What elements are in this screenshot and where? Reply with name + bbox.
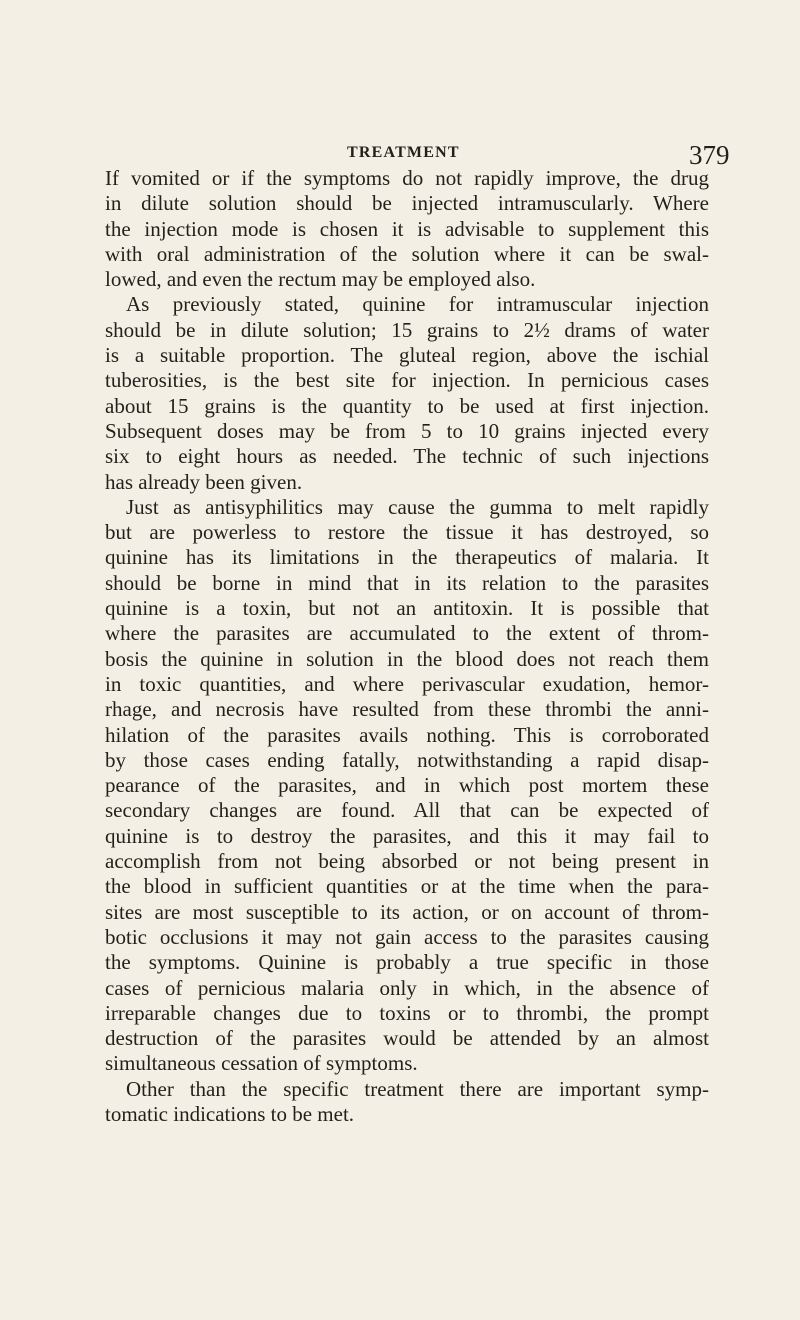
text-line: is a suitable proportion. The gluteal region, above the ischial: [105, 343, 709, 368]
text-line: Subsequent doses may be from 5 to 10 grains injected every: [105, 418, 709, 443]
body-text: [105, 166, 709, 1127]
text-line: rhage, and necrosis have resulted from these thrombi the anni-: [105, 697, 709, 722]
text-line: six to eight hours as needed. The technic of such injections: [105, 444, 709, 469]
text-line: As previously stated, quinine for intramuscular injection: [126, 292, 709, 317]
text-line: cases of pernicious malaria only in which, in the absence of: [105, 975, 709, 1000]
text-line: has already been given.: [105, 469, 303, 494]
text-line: hilation of the parasites avails nothing. This is corroborated: [105, 722, 709, 747]
text-line: simultaneous cessation of symptoms.: [105, 1051, 418, 1076]
text-line: tomatic indications to be met.: [105, 1101, 355, 1126]
text-line: quinine is to destroy the parasites, and this it may fail to: [105, 823, 709, 848]
text-line: bosis the quinine in solution in the blood does not reach them: [105, 646, 709, 671]
text-line: in toxic quantities, and where perivascular exudation, hemor-: [105, 671, 709, 696]
text-line: If vomited or if the symptoms do not rapidly improve, the drug: [105, 166, 709, 190]
text-line: irreparable changes due to toxins or to thrombi, the prompt: [105, 1000, 709, 1025]
text-line: secondary changes are found. All that can be expected of: [105, 798, 709, 823]
text-line: by those cases ending fatally, notwithstanding a rapid disap-: [105, 747, 709, 772]
text-line: Other than the specific treatment there are important symp-: [126, 1076, 709, 1101]
text-line: in dilute solution should be injected intramuscularly. Where: [105, 191, 709, 216]
text-line: the symptoms. Quinine is probably a true specific in those: [105, 950, 709, 975]
text-line: lowed, and even the rectum may be employed also.: [105, 267, 536, 292]
text-line: quinine has its limitations in the therapeutics of malaria. It: [105, 545, 709, 570]
text-line: should be in dilute solution; 15 grains to 2½ drams of water: [105, 317, 709, 342]
text-line: pearance of the parasites, and in which post mortem these: [105, 773, 709, 798]
text-line: accomplish from not being absorbed or not being present in: [105, 849, 709, 874]
text-line: tuberosities, is the best site for injection. In pernicious cases: [105, 368, 709, 393]
text-line: Just as antisyphilitics may cause the gumma to melt rapidly: [126, 494, 709, 519]
text-line: destruction of the parasites would be attended by an almost: [105, 1026, 709, 1051]
running-head: TREATMENT: [347, 144, 460, 161]
text-line: but are powerless to restore the tissue it has destroyed, so: [105, 520, 709, 545]
text-line: about 15 grains is the quantity to be used at first injection.: [105, 393, 709, 418]
text-line: where the parasites are accumulated to the extent of throm-: [105, 621, 709, 646]
text-line: sites are most susceptible to its action, or on account of throm-: [105, 899, 709, 924]
page-number: 379: [689, 140, 730, 170]
text-line: the blood in sufficient quantities or at the time when the para-: [105, 874, 709, 899]
text-line: botic occlusions it may not gain access to the parasites causing: [105, 924, 709, 949]
text-line: should be borne in mind that in its relation to the parasites: [105, 570, 709, 595]
text-line: quinine is a toxin, but not an antitoxin. It is possible that: [105, 596, 709, 621]
text-line: the injection mode is chosen it is advisable to supplement this: [105, 216, 709, 241]
text-line: with oral administration of the solution where it can be swal-: [105, 241, 709, 266]
